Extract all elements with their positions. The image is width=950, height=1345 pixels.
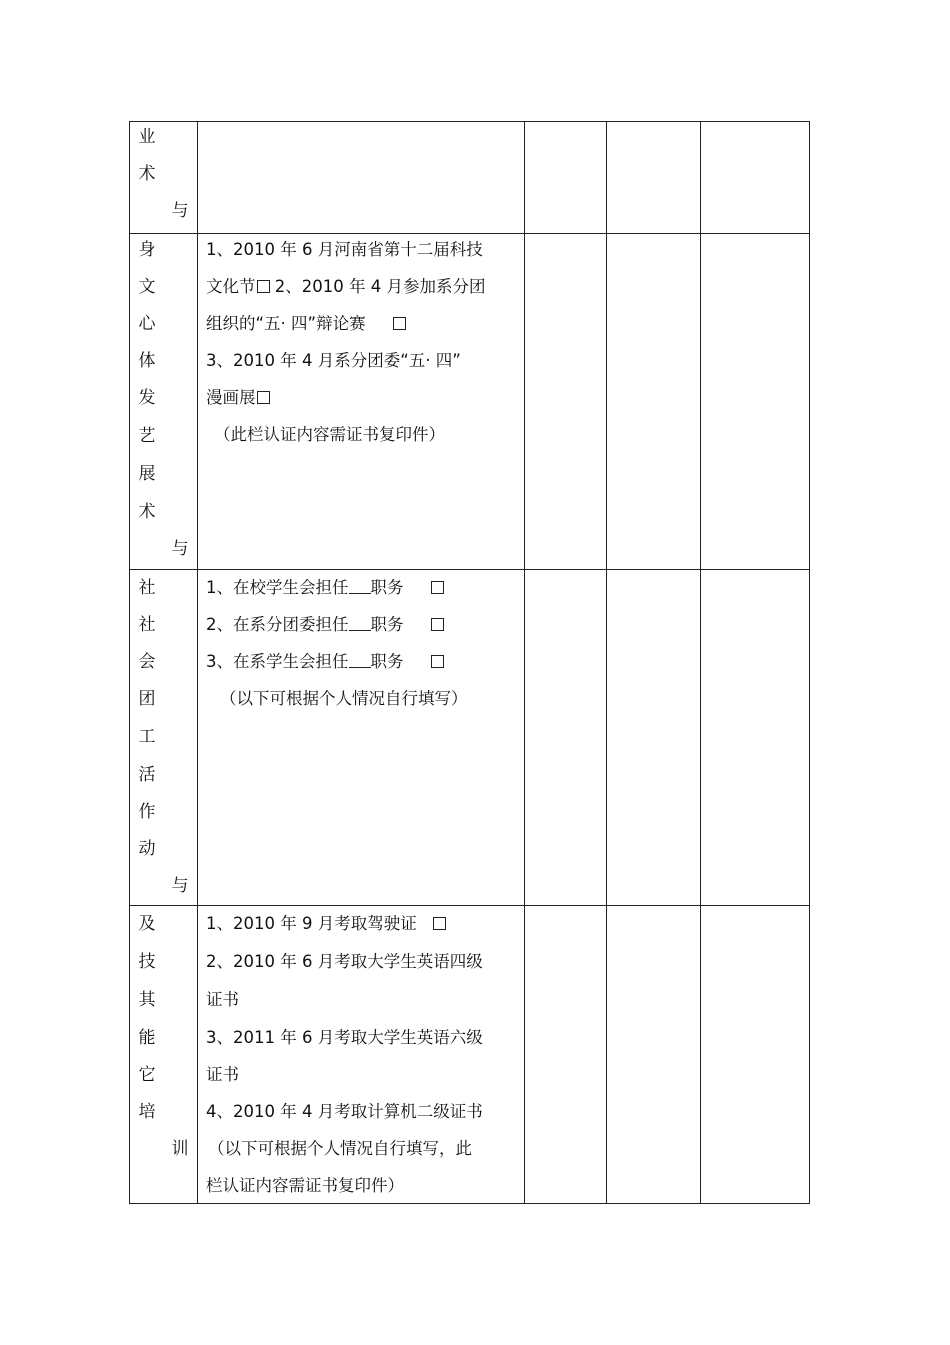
checkbox[interactable] <box>257 391 270 404</box>
category-char: 社 <box>138 615 156 635</box>
fill-blank[interactable] <box>349 616 371 631</box>
category-char: 展 <box>138 464 156 484</box>
table-row-divider <box>129 569 810 570</box>
category-char: 它 <box>138 1065 156 1085</box>
category-char: 能 <box>138 1028 156 1048</box>
category-char: 技 <box>138 952 156 972</box>
checkbox[interactable] <box>431 581 444 594</box>
table-border-top <box>129 121 810 122</box>
table-border-left <box>129 121 130 1204</box>
content-line: 1、2010 年 6 月河南省第十二届科技 <box>206 240 483 259</box>
table-divider-col3 <box>606 121 607 1204</box>
content-line: 证书 <box>206 1065 239 1084</box>
content-note: （以下可根据个人情况自行填写，此 <box>208 1139 472 1158</box>
category-char: 动 <box>138 839 156 859</box>
content-line: 2、在系分团委担任 职务 <box>206 615 444 635</box>
table-divider-col4 <box>700 121 701 1204</box>
content-line: 证书 <box>206 990 239 1009</box>
category-char-tail: 训 <box>171 1139 189 1159</box>
content-line: 组织的“五· 四”辩论赛 <box>206 314 406 334</box>
category-char: 术 <box>138 164 156 184</box>
fill-blank[interactable] <box>349 579 371 594</box>
checkbox[interactable] <box>433 917 446 930</box>
category-char: 文 <box>138 277 156 297</box>
table-row-divider <box>129 233 810 234</box>
table-divider-content <box>524 121 525 1204</box>
category-char: 会 <box>138 652 156 672</box>
category-char: 发 <box>138 388 156 408</box>
table-border-right <box>809 121 810 1204</box>
category-char: 体 <box>138 351 156 371</box>
category-char-tail: 与 <box>171 201 189 221</box>
checkbox[interactable] <box>257 280 270 293</box>
category-char: 活 <box>138 765 156 785</box>
category-char: 心 <box>138 314 156 334</box>
category-char-tail: 与 <box>171 876 189 896</box>
category-char: 团 <box>138 689 156 709</box>
content-line: 3、2011 年 6 月考取大学生英语六级 <box>206 1028 483 1047</box>
category-char: 培 <box>138 1102 156 1122</box>
content-line: 1、2010 年 9 月考取驾驶证 <box>206 914 446 934</box>
checkbox[interactable] <box>431 655 444 668</box>
checkbox[interactable] <box>431 618 444 631</box>
table-divider-category <box>197 121 198 1204</box>
category-char: 业 <box>138 127 156 147</box>
content-line: 4、2010 年 4 月考取计算机二级证书 <box>206 1102 483 1121</box>
category-char: 工 <box>138 727 156 747</box>
category-char: 作 <box>138 802 156 822</box>
content-note: 栏认证内容需证书复印件） <box>206 1176 404 1195</box>
category-char: 艺 <box>138 426 156 446</box>
table-row-divider <box>129 905 810 906</box>
checkbox[interactable] <box>393 317 406 330</box>
content-line: 3、2010 年 4 月系分团委“五· 四” <box>206 351 461 370</box>
category-char-tail: 与 <box>171 539 189 559</box>
content-line: 漫画展 <box>206 388 270 408</box>
table-border-bottom <box>129 1203 810 1204</box>
content-line: 2、2010 年 6 月考取大学生英语四级 <box>206 952 483 971</box>
content-line: 3、在系学生会担任 职务 <box>206 652 444 672</box>
category-char: 其 <box>138 990 156 1010</box>
content-line: 1、在校学生会担任 职务 <box>206 578 444 598</box>
content-note: （以下可根据个人情况自行填写） <box>220 689 468 708</box>
fill-blank[interactable] <box>349 653 371 668</box>
category-char: 术 <box>138 502 156 522</box>
content-note: （此栏认证内容需证书复印件） <box>214 425 445 444</box>
category-char: 社 <box>138 578 156 598</box>
category-char: 及 <box>138 914 156 934</box>
content-line: 文化节 2、2010 年 4 月参加系分团 <box>206 277 486 296</box>
category-char: 身 <box>138 240 156 260</box>
